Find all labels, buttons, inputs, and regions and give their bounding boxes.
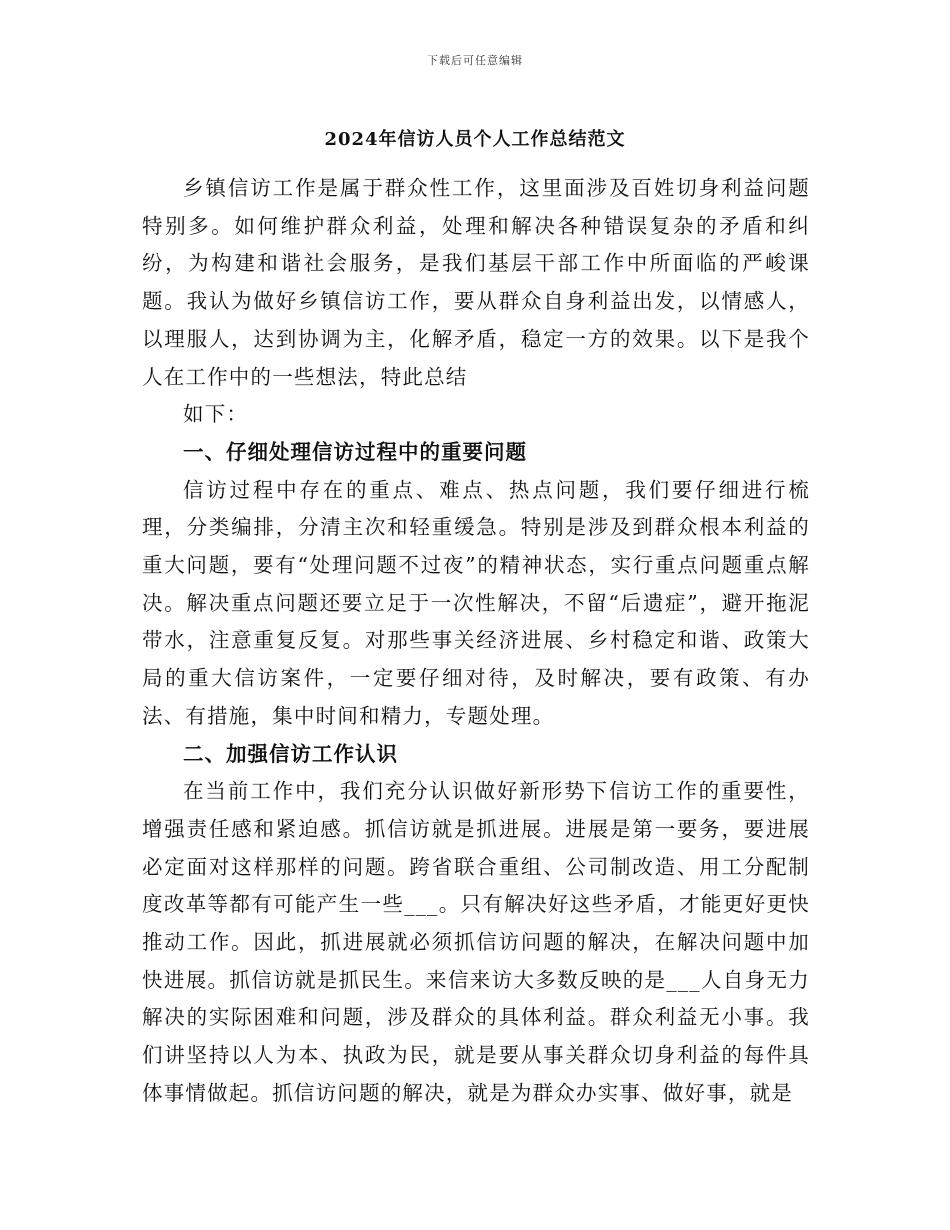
section-heading-2: 二、加强信访工作认识 [183,741,398,766]
paragraph-section-2: 在当前工作中，我们充分认识做好新形势下信访工作的重要性，增强责任感和紧迫感。抓信访就是抓进展。进展是第一要务，要进展必定面对这样那样的问题。跨省联合重组、公司制改造、用工分配制度改革等都有可能产生一些___。只有解决好这些矛盾，才能更好更快推动工作。因此，抓进展就必须抓信访问题的解决，在解决问题中加快进展。抓信访就是抓民生。来信来访大多数反映的是___人自身无力解决的实际困难和问题，涉及群众的具体利益。群众利益无小事。我们讲坚持以人为本、执政为民，就是要从事关群众切身利益的每件具体事情做起。抓信访问题的解决，就是为群众办实事、做好事，就是 [142,779,810,1105]
document-title: 2024年信访人员个人工作总结范文 [324,129,626,150]
header-note: 下载后可任意编辑 [427,54,523,67]
paragraph-section-1: 信访过程中存在的重点、难点、热点问题，我们要仔细进行梳理，分类编排，分清主次和轻重缓急。特别是涉及到群众根本利益的重大问题，要有“处理问题不过夜”的精神状态，实行重点问题重点解决。解决重点问题还要立足于一次性解决，不留“后遗症”，避开拖泥带水，注意重复反复。对那些事关经济进展、乡村稳定和谐、政策大局的重大信访案件，一定要仔细对待，及时解决，要有政策、有办法、有措施，集中时间和精力，专题处理。 [142,477,810,728]
section-heading-1: 一、仔细处理信访过程中的重要问题 [183,439,527,464]
paragraph-intro-continuation: 如下： [183,402,249,427]
document-body [142,170,810,1113]
paragraph-intro: 乡镇信访工作是属于群众性工作，这里面涉及百姓切身利益问题特别多。如何维护群众利益，处理和解决各种错误复杂的矛盾和纠纷，为构建和谐社会服务，是我们基层干部工作中所面临的严峻课题。我认为做好乡镇信访工作，要从群众自身利益出发，以情感人，以理服人，达到协调为主，化解矛盾，稳定一方的效果。以下是我个人在工作中的一些想法，特此总结 [142,176,810,389]
